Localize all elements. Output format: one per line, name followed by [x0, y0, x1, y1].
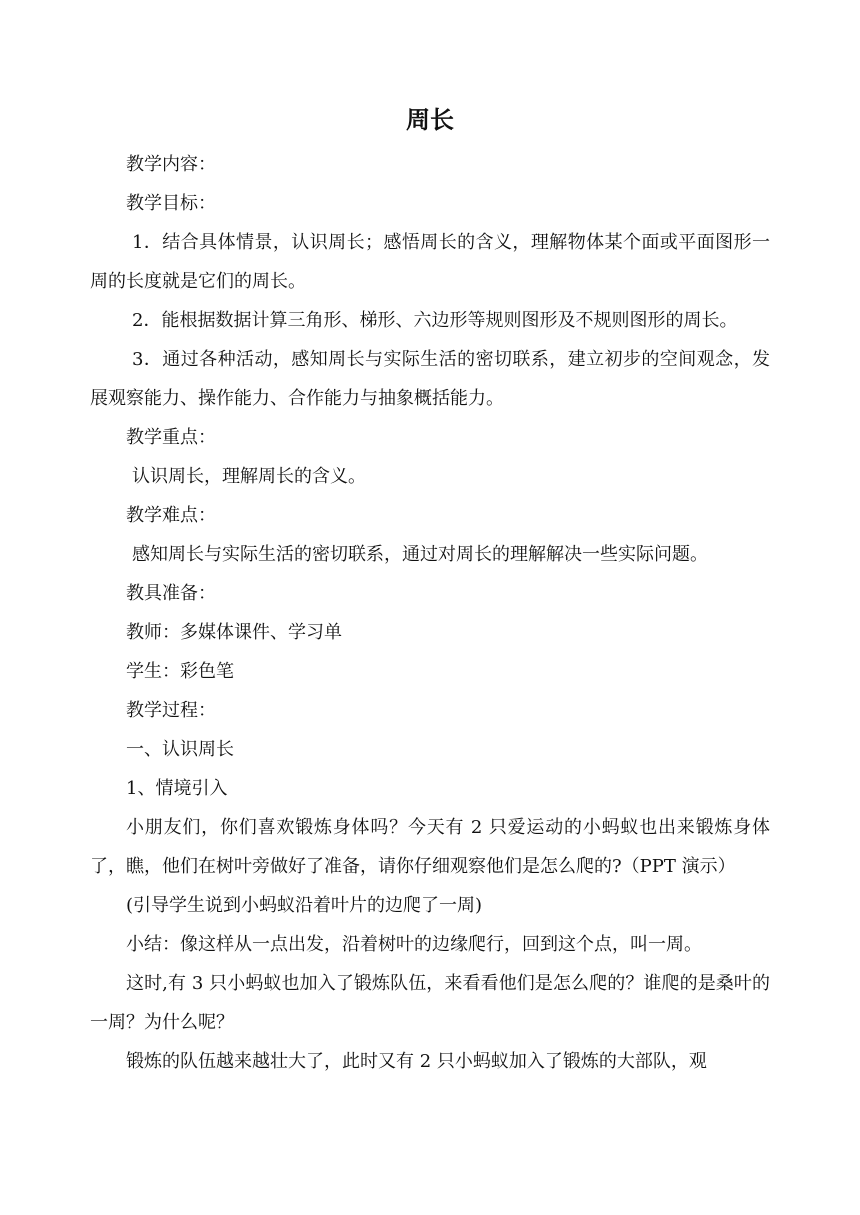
process-label: 教学过程：: [126, 700, 216, 721]
document-body: [90, 145, 770, 1081]
three-ants-paragraph: 这时,有 3 只小蚂蚁也加入了锻炼队伍，来看看他们是怎么爬的？谁爬的是桑叶的一周？为什么呢？: [90, 973, 770, 1033]
content-label: 教学内容：: [126, 154, 216, 175]
goal-item-3: 3．通过各种活动，感知周长与实际生活的密切联系，建立初步的空间观念，发展观察能力、操作能力、合作能力与抽象概括能力。: [90, 349, 770, 409]
team-paragraph: 锻炼的队伍越来越壮大了，此时又有 2 只小蚂蚁加入了锻炼的大部队，观: [126, 1051, 707, 1072]
goal-item-1: 1．结合具体情景，认识周长；感悟周长的含义，理解物体某个面或平面图形一周的长度就是它们的周长。: [90, 232, 770, 292]
teacher-tools: 教师：多媒体课件、学习单: [126, 622, 342, 643]
section-heading-1: 一、认识周长: [126, 739, 234, 760]
goal-label: 教学目标：: [126, 193, 216, 214]
document-title: 周长: [406, 106, 454, 134]
tools-label: 教具准备：: [126, 583, 216, 604]
key-point-text: 认识周长，理解周长的含义。: [132, 466, 366, 487]
intro-paragraph: 小朋友们，你们喜欢锻炼身体吗？今天有 2 只爱运动的小蚂蚁也出来锻炼身体了，瞧，他们在树叶旁做好了准备，请你仔细观察他们是怎么爬的?（PPT 演示）: [90, 817, 770, 877]
student-tools: 学生：彩色笔: [126, 661, 234, 682]
step-heading-1: 1、情境引入: [126, 778, 228, 799]
difficulty-label: 教学难点：: [126, 505, 216, 526]
key-point-label: 教学重点：: [126, 427, 216, 448]
goal-item-2: 2．能根据数据计算三角形、梯形、六边形等规则图形及不规则图形的周长。: [132, 310, 738, 331]
guide-paragraph: (引导学生说到小蚂蚁沿着叶片的边爬了一周): [126, 895, 483, 916]
difficulty-text: 感知周长与实际生活的密切联系，通过对周长的理解解决一些实际问题。: [132, 544, 708, 565]
summary-paragraph: 小结：像这样从一点出发，沿着树叶的边缘爬行，回到这个点，叫一周。: [126, 934, 702, 955]
